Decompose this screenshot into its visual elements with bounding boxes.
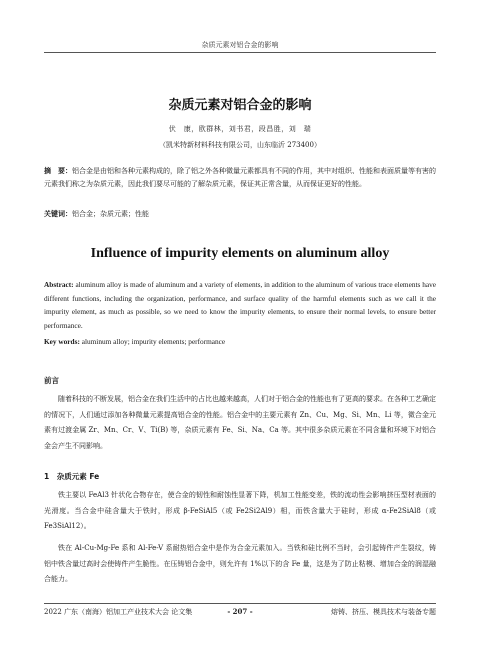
footer-topic: 熔铸、挤压、模具技术与装备专题 [331,608,436,616]
preface-body [44,392,436,454]
section-heading-fe: 1 杂质元素 Fe [44,472,100,481]
preface-paragraph: 随着科技的不断发展，铝合金在我们生活中的占比也越来越高，人们对于铝合金的性能也有了更高的要求。在各种工艺确定的情况下，人们通过添加各种微量元素提高铝合金的性能。铝合金中的主要元素有 Zn、Cu、Mg、Si、Mn、Li 等，微合金元素有过渡金属 Zr、Mn、Cr、V、Ti(B) 等，杂质元素有 Fe、Si、Na、Ca 等。其中很多杂质元素在不同含量和环境下对铝合金会产生不同影响。 [44,395,436,450]
author-list: 伏 康，欧群林，刘书君，段昌胜，刘 瑞 [168,125,312,133]
chinese-keywords [44,208,436,221]
abstract-label: 摘 要： [44,167,72,175]
page-number: - 207 - [227,607,253,616]
section-fe-body-2 [44,541,436,588]
chinese-abstract [44,165,436,190]
affiliation: （凯米特新材料科技有限公司，山东临沂 273400） [159,141,321,149]
section-fe-paragraph-1: 铁主要以 FeAl3 针状化合物存在，使合金的韧性和耐蚀性显著下降，机加工性能变差，铁的流动性会影响挤压型材表面的光滑度。当合金中硅含量大于铁时，形成 β-FeSiAl5（或 Fe2Si2Al9）相，而铁含量大于硅时，形成 α-Fe2SiAl8（或 Fe3SiAl12）。 [44,491,436,530]
en-keywords-label: Key words: [44,337,80,346]
abstract-text: 铝合金是由铝和各种元素构成的，除了铝之外各种微量元素都具有不同的作用，其中对组织、性能和表面质量等有害的元素我们称之为杂质元素，因此我们要尽可能的了解杂质元素，保证其正常含量，从而保证更好的性能。 [44,167,436,188]
footer-divider [44,603,436,604]
keywords-text: 铝合金；杂质元素；性能 [72,210,149,218]
header-divider [44,52,436,53]
english-title: Influence of impurity elements on aluminum alloy [90,246,390,261]
section-fe-paragraph-2: 铁在 Al-Cu-Mg-Fe 系和 Al-Fe-V 系耐热铝合金中是作为合金元素加入。当铁和硅比例不当时，会引起铸件产生裂纹，铸铝中铁含量过高时会使铸件产生脆性。在压铸铝合金中，则允许有 1%以下的含 Fe 量，这是为了防止粘模、增加合金的润湿融合能力。 [44,544,436,583]
running-head: 杂质元素对铝合金的影响 [201,41,279,49]
section-fe-body-1 [44,488,436,535]
keywords-label: 关键词： [44,210,72,218]
english-keywords [44,336,436,349]
footer-proceedings: 2022 广东（南海）铝加工产业技术大会 论文集 [44,608,193,616]
en-abstract-label: Abstract: [44,280,74,289]
en-keywords-text: aluminum alloy; impurity elements; performance [79,337,226,346]
en-abstract-text: aluminum alloy is made of aluminum and a variety of elements, in addition to the aluminum of various trace elements have different functions, including the organization, performance, and surface quality of the harmful elements such as we call it the impurity element, as much as possible, so we need to know the impurity elements, to ensure their normal levels, to ensure better performance. [44,280,436,330]
english-abstract [44,278,436,332]
section-heading-preface: 前言 [44,376,59,385]
chinese-title: 杂质元素对铝合金的影响 [168,98,312,113]
